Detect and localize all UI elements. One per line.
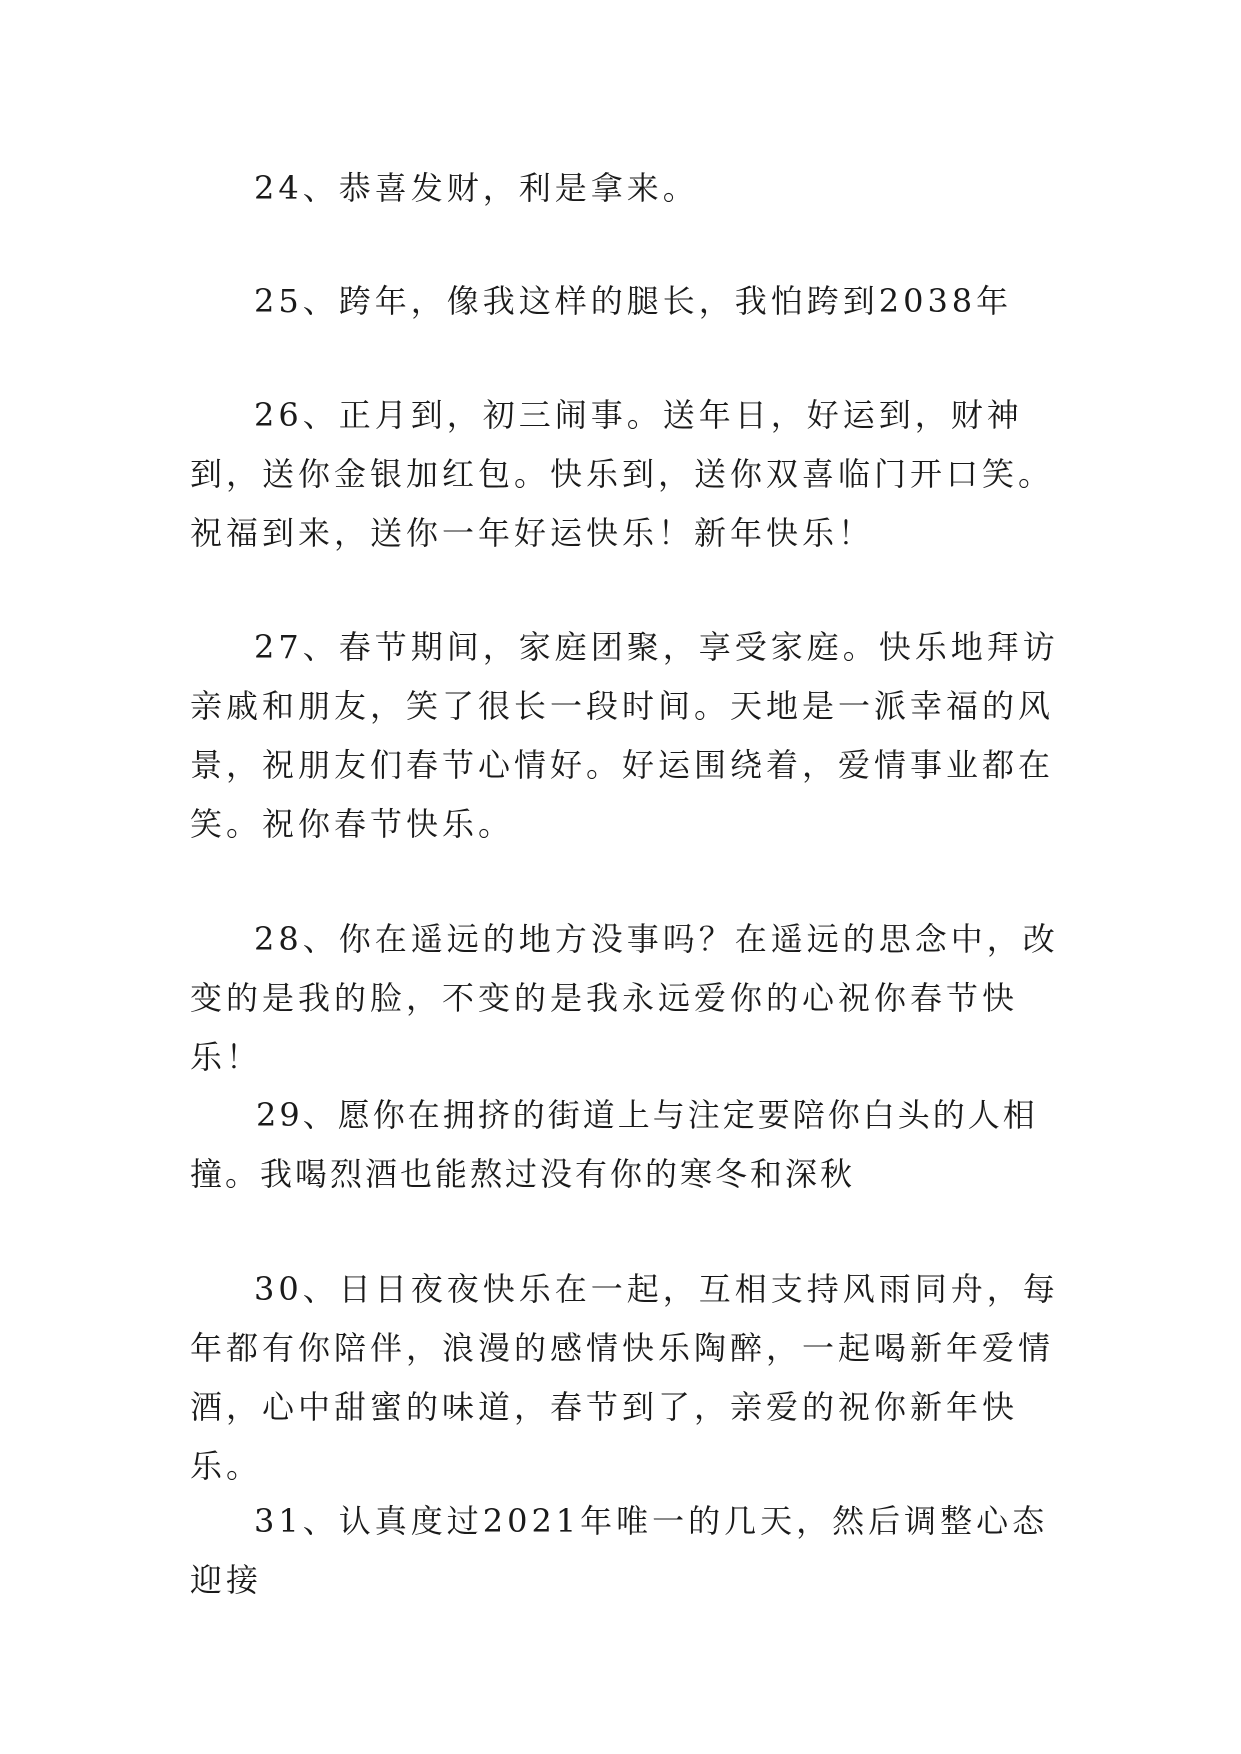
paragraph-30: 30、日日夜夜快乐在一起，互相支持风雨同舟，每年都有你陪伴，浪漫的感情快乐陶醉，一起喝新年爱情酒，心中甜蜜的味道，春节到了，亲爱的祝你新年快乐。 (190, 1270, 1059, 1485)
paragraph-24: 24、恭喜发财，利是拿来。 (254, 169, 699, 207)
paragraph-25: 25、跨年，像我这样的腿长，我怕跨到2038年 (254, 282, 1013, 320)
paragraph-26: 26、正月到，初三闹事。送年日，好运到，财神到，送你金银加红包。快乐到，送你双喜临门开口笑。祝福到来，送你一年好运快乐！新年快乐！ (190, 396, 1055, 552)
paragraph-29: 29、愿你在拥挤的街道上与注定要陪你白头的人相撞。我喝烈酒也能熬过没有你的寒冬和深秋 (190, 1096, 1038, 1193)
paragraph-27: 27、春节期间，家庭团聚，享受家庭。快乐地拜访亲戚和朋友，笑了很长一段时间。天地是一派幸福的风景，祝朋友们春节心情好。好运围绕着，爱情事业都在笑。祝你春节快乐。 (190, 628, 1059, 843)
paragraph-31: 31、认真度过2021年唯一的几天，然后调整心态迎接 (190, 1502, 1049, 1599)
paragraph-28: 28、你在遥远的地方没事吗？在遥远的思念中，改变的是我的脸，不变的是我永远爱你的心祝你春节快乐！ (190, 920, 1059, 1076)
